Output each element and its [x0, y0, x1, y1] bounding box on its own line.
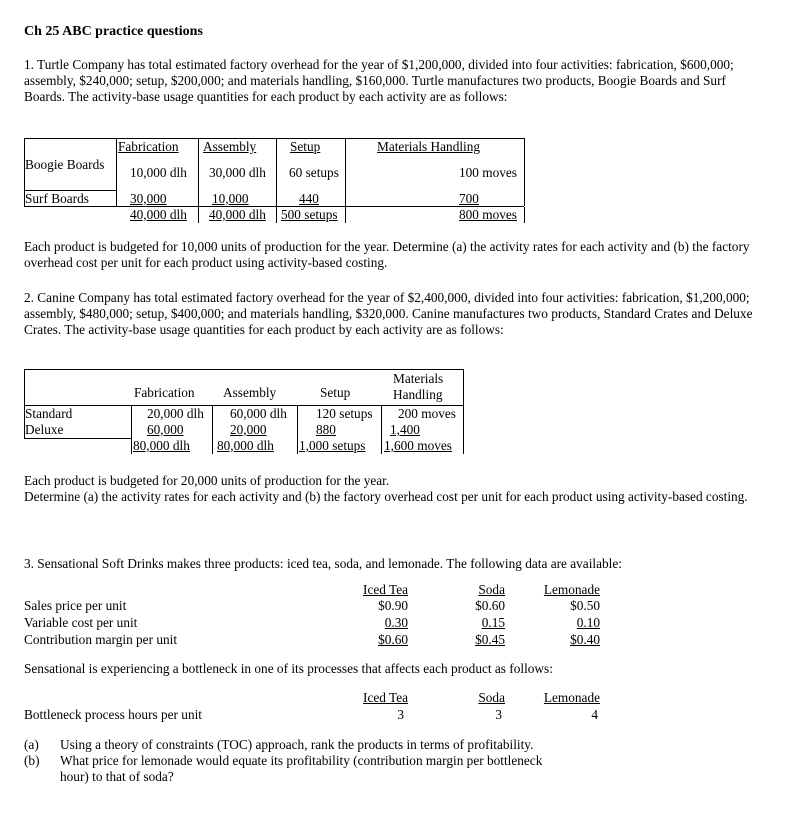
q3-bn-header-lemonade: Lemonade [543, 690, 600, 705]
q2-header-handling: Handling [393, 387, 443, 402]
q3-prompt: 3. Sensational Soft Drinks makes three products: iced tea, soda, and lemonade. The following data are available: [24, 556, 622, 571]
q3-cell: 0.10 [576, 615, 600, 630]
q3-row-label: Contribution margin per unit [24, 632, 178, 647]
q2-total: 80,000 dlh [217, 438, 274, 453]
q3-bn-cell: 3 [495, 707, 502, 722]
q2-row-label-deluxe: Deluxe [25, 422, 64, 437]
q1-cell: 10,000 [212, 191, 249, 206]
q2-cell: 60,000 [147, 422, 184, 437]
q2-instructions: Determine (a) the activity rates for each activity and (b) the factory overhead cost per unit for each product using activity-based costing. [24, 489, 748, 504]
q2-total: 1,600 moves [384, 438, 452, 453]
q2-cell: 60,000 dlh [230, 406, 287, 421]
q3-cell: $0.50 [570, 598, 600, 613]
q2-header-setup: Setup [320, 385, 351, 400]
q1-cell: 10,000 dlh [130, 165, 187, 180]
q3-cell: $0.45 [475, 632, 505, 647]
q3-cell: $0.60 [475, 598, 505, 613]
q1-cell: 100 moves [459, 165, 517, 180]
q3-part-b-marker: (b) [24, 753, 40, 768]
q3-bn-cell: 3 [397, 707, 404, 722]
q3-row-label: Sales price per unit [24, 598, 127, 613]
q1-row-label-boogie: Boogie Boards [25, 157, 105, 172]
q1-cell: 60 setups [289, 165, 339, 180]
q2-cell: 120 setups [316, 406, 373, 421]
q2-total: 80,000 dlh [133, 438, 190, 453]
q3-row-label: Variable cost per unit [24, 615, 138, 630]
q1-total: 800 moves [459, 207, 517, 222]
q2-cell: 20,000 dlh [147, 406, 204, 421]
q3-cell: 0.30 [384, 615, 408, 630]
page-title: Ch 25 ABC practice questions [24, 24, 203, 39]
q1-instructions: Each product is budgeted for 10,000 units of production for the year. Determine (a) the activity rates for each activity and (b) the factory overhead cost per unit for each product using activity-based costing. [24, 239, 750, 270]
q2-cell: 1,400 [390, 422, 420, 437]
q1-header-fabrication: Fabrication [118, 139, 179, 154]
q1-prompt: 1. Turtle Company has total estimated factory overhead for the year of $1,200,000, divided into four activities: fabrication, $600,000; assembly, $240,000; setup, $200,000; and materials handling, $160,000. Turtle manufactures two products, Boogie Boards and Surf Boards. The activity-base usage quantities for each product by each activity are as follows: [24, 57, 734, 104]
q2-row-label-standard: Standard [25, 406, 73, 421]
q3-cell: $0.90 [378, 598, 408, 613]
q3-header-iced-tea: Iced Tea [363, 582, 408, 597]
q3-bottleneck-text: Sensational is experiencing a bottleneck in one of its processes that affects each product as follows: [24, 661, 553, 676]
q3-cell: 0.15 [481, 615, 505, 630]
q3-bottleneck-label: Bottleneck process hours per unit [24, 707, 202, 722]
q3-cell: $0.40 [570, 632, 600, 647]
q1-cell: 700 [459, 191, 479, 206]
q2-header-assembly: Assembly [223, 385, 277, 400]
q3-header-lemonade: Lemonade [543, 582, 600, 597]
q1-header-materials-handling: Materials Handling [377, 139, 481, 154]
q3-header-soda: Soda [478, 582, 505, 597]
q3-bn-cell: 4 [591, 707, 598, 722]
q1-header-assembly: Assembly [203, 139, 257, 154]
q2-cell: 20,000 [230, 422, 267, 437]
q1-cell: 440 [299, 191, 319, 206]
q1-cell: 30,000 [130, 191, 167, 206]
q2-cell: 200 moves [398, 406, 456, 421]
q1-total: 500 setups [281, 207, 338, 222]
q2-prompt: 2. Canine Company has total estimated factory overhead for the year of $2,400,000, divided into four activities: fabrication, $1,200,000; assembly, $480,000; setup, $400,000; and materials handling, $320,000. Canine manufactures two products, Standard Crates and Deluxe Crates. The activity-base usage quantities for each product by each activity are as follows: [24, 290, 753, 337]
q2-header-materials: Materials [393, 371, 444, 386]
q2-total: 1,000 setups [299, 438, 366, 453]
q3-bn-header-iced-tea: Iced Tea [363, 690, 408, 705]
q2-budget-note: Each product is budgeted for 20,000 units of production for the year. [24, 473, 390, 488]
q3-cell: $0.60 [378, 632, 408, 647]
q1-cell: 30,000 dlh [209, 165, 266, 180]
q3-bn-header-soda: Soda [478, 690, 505, 705]
q3-part-b-text-cont: hour) to that of soda? [60, 769, 174, 784]
q1-total: 40,000 dlh [130, 207, 187, 222]
q1-header-setup: Setup [290, 139, 321, 154]
q1-row-label-surf: Surf Boards [25, 191, 89, 206]
q3-part-a-text: Using a theory of constraints (TOC) approach, rank the products in terms of profitability. [60, 737, 534, 752]
q2-header-fabrication: Fabrication [134, 385, 195, 400]
q1-total: 40,000 dlh [209, 207, 266, 222]
q3-part-a-marker: (a) [24, 737, 39, 752]
q2-cell: 880 [316, 422, 336, 437]
q3-part-b-text: What price for lemonade would equate its profitability (contribution margin per bottleneck [60, 753, 543, 768]
